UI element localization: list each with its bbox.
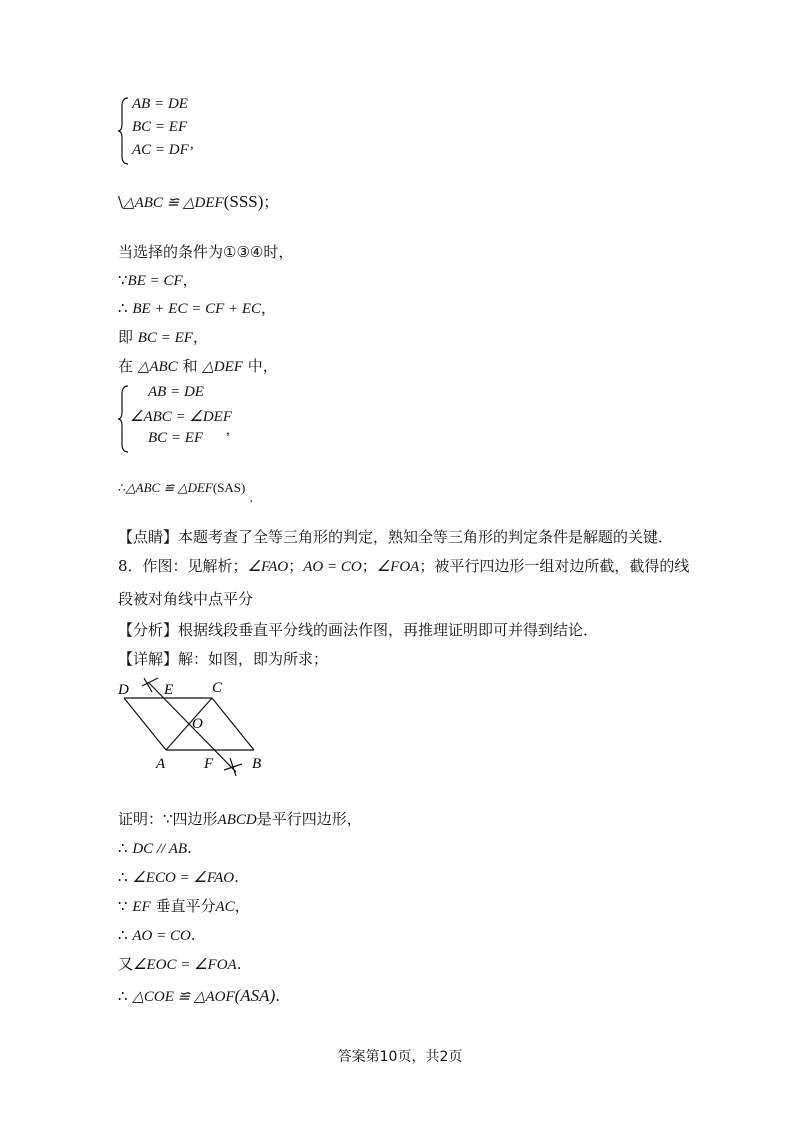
proof-line-5: ∴ AO = CO. xyxy=(118,926,196,944)
sys1-tail: , xyxy=(190,136,194,152)
label-c: C xyxy=(212,680,223,696)
segment-cb xyxy=(212,698,254,750)
label-o: O xyxy=(192,716,203,732)
label-a: A xyxy=(156,756,166,772)
congruence-expr: △ABC ≌ △DEF xyxy=(123,195,224,211)
sys1-row-3: AC = DF xyxy=(132,142,189,158)
label-b: B xyxy=(252,756,262,772)
line-sas: ∴△ABC ≌ △DEF(SAS). xyxy=(118,480,254,505)
proof-line-6: 又∠EOC = ∠FOA. xyxy=(118,955,242,973)
xiangjie-note: 【详解】解：如图，即为所求； xyxy=(118,650,329,668)
line-ji: 即 BC = EF， xyxy=(118,328,208,346)
question-8: 8．作图：见解析；∠FAO；AO = CO；∠FOA；被平行四边形一组对边所截，截得的线 xyxy=(118,557,690,575)
line-choice: 当选择的条件为①③④时， xyxy=(118,243,294,261)
sys1-row-1: AB = DE xyxy=(132,96,188,112)
proof-line-3: ∴ ∠ECO = ∠FAO. xyxy=(118,868,239,886)
page-footer: 答案第10页，共2页 xyxy=(337,1049,463,1065)
segment-da xyxy=(124,698,166,750)
label-e: E xyxy=(164,682,174,698)
label-d: D xyxy=(118,682,129,698)
question-8-cont: 段被对角线中点平分 xyxy=(118,590,254,608)
sys2-row-2: ∠ABC = ∠DEF xyxy=(130,409,233,425)
line-sum: ∴ BE + EC = CF + EC， xyxy=(118,299,277,317)
sys2-tail: , xyxy=(226,422,230,438)
left-brace-2 xyxy=(118,384,130,454)
proof-line-7: ∴ △COE ≌ △AOF(ASA). xyxy=(118,986,281,1005)
proof-line-2: ∴ DC // AB. xyxy=(118,839,192,857)
sys2-row-3: BC = EF xyxy=(148,430,204,446)
proof-line-4: ∵ EF 垂直平分AC， xyxy=(118,897,250,915)
line-be: ∵BE = CF， xyxy=(118,271,198,289)
left-brace-1 xyxy=(118,96,130,166)
line-zai: 在 △ABC 和 △DEF 中， xyxy=(118,357,278,375)
line-sss: \△ABC ≌ △DEF(SSS)； xyxy=(118,192,279,211)
dianjing-note: 【点睛】本题考查了全等三角形的判定，熟知全等三角形的判定条件是解题的关键． xyxy=(118,528,674,546)
fenxi-note: 【分析】根据线段垂直平分线的画法作图，再推理证明即可并得到结论． xyxy=(118,621,599,639)
parallelogram-figure xyxy=(112,674,282,784)
sys1-row-2: BC = EF xyxy=(132,119,188,135)
label-f: F xyxy=(204,756,214,772)
sys2-row-1: AB = DE xyxy=(148,384,204,400)
proof-line-1: 证明：∵四边形ABCD是平行四边形， xyxy=(118,810,362,828)
